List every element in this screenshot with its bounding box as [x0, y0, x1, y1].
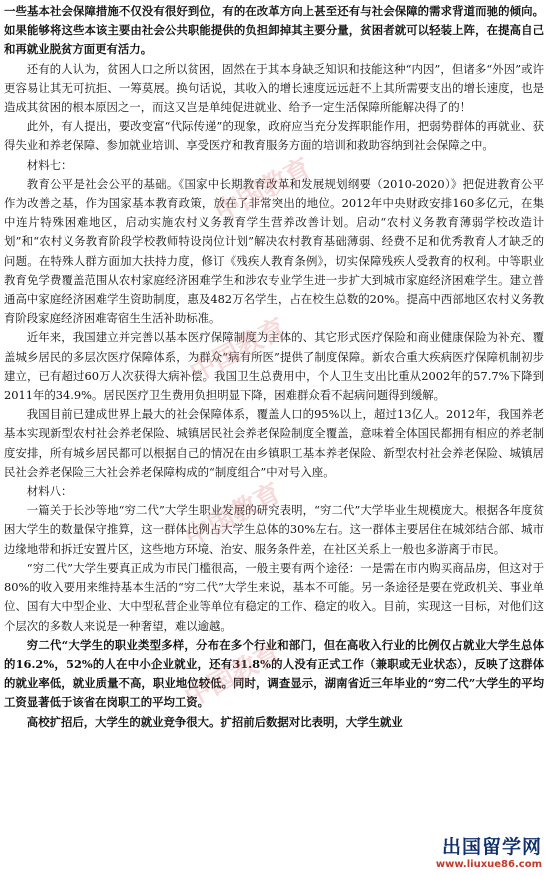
site-logo-url: www.liuxue86.com: [435, 859, 542, 870]
watermark: 中国教育: [180, 638, 287, 714]
watermark: 中国教育: [180, 478, 287, 554]
paragraph: 穷二代“大学生的职业类型多样，分布在多个行业和部门，但在高收入行业的比例仅占就业大学生总体的16.2%，52%的人在中小企业就业，还有31.8%的人没有正式工作（兼职或无业状态），反映了这群体的就业率低，就业质量不高，职业地位较低。同时，调查显示，湖南省近三年毕业的“穷二代”大学生的平均工资显著低于该省在岗职工的平均工资。: [4, 637, 544, 710]
paragraph: 还有的人认为，贫困人口之所以贫困，固然在于其本身缺乏知识和技能这种“内因”，但诸多“外因”或许更容易让其无可抗拒、一筹莫展。换句话说，其收入的增长速度远远赶不上其所需要支出的增长速度，也是造成其贫困的根本原因之一，而这又岂是单纯促进就业、给予一定生活保障所能解决得了的！: [4, 61, 544, 115]
paragraph: 教育公平是社会公平的基础。《国家中长期教育改革和发展规划纲要（2010-2020）》把促进教育公平作为改善之基，作为国家基本教育政策，放在了非常突出的地位。2012年中央财政安排160多亿元，在集中连片特殊困难地区，启动实施农村义务教育学生营养改善计划。启动“农村义务教育薄弱学校改造计划”和“农村义务教育阶段学校教师特设岗位计划”解决农村教育基础薄弱、经费不足和优秀教育人才缺乏的问题。在特殊人群方面加大扶持力度，修订《残疾人教育条例》，切实保障残疾人受教育的权利。中等职业教育免学费覆盖范围从农村家庭经济困难学生和涉农专业学生进一步扩大到城市家庭经济困难学生。建立普通高中家庭经济困难学生资助制度，惠及482万名学生，占在校生总数的20%。提高中西部地区农村义务教育阶段家庭经济困难寄宿生生活补助标准。: [4, 176, 544, 326]
paragraph: 一些基本社会保障措施不仅没有很好到位，有的在改革方向上甚至还有与社会保障的需求背道而驰的倾向。如果能够将这些本该主要由社会公共职能提供的负担卸掉其主要分量，贫困者就可以轻装上阵，在提高自己和再就业脱贫方面更有活力。: [4, 4, 544, 57]
paragraph: 我国目前已建成世界上最大的社会保障体系，覆盖人口的95%以上，超过13亿人。2012年，我国养老基本实现新型农村社会养老保险、城镇居民社会养老保险制度全覆盖，意味着全体国民都拥有相应的养老制度安排，所有城乡居民都可以根据自己的情况在由乡镇职工基本养老保险、新型农村社会养老保险、城镇居民社会养老保险三大社会养老保障构成的“制度组合”中对号入座。: [4, 407, 544, 479]
watermark: 中国教育: [185, 313, 292, 389]
site-logo-name: 出国留学网: [441, 836, 542, 858]
section-heading: 材料八：: [26, 484, 73, 499]
document-page: [4, 2, 544, 872]
paragraph: 近年来，我国建立并完善以基本医疗保障制度为主体的、其它形式医疗保险和商业健康保险为补充、覆盖城乡居民的多层次医疗保障体系，为群众“病有所医”提供了制度保障。新农合重大疾病医疗保障机制初步建立，已有超过60万人次获得大病补偿。我国卫生总费用中，个人卫生支出比重从2002年的57.7%下降到2011年的34.9%。居民医疗卫生费用负担明显下降，困难群众看不起病问题得到缓解。: [4, 330, 544, 403]
watermark: 中国教育: [210, 153, 317, 229]
paragraph: 高校扩招后，大学生的就业竞争很大。扩招前后数据对比表明，大学生就业: [26, 714, 403, 729]
paragraph: 此外，有人提出，要改变富“代际传递”的现象，政府应当充分发挥职能作用，把弱势群体的再就业、获得失业和养老保障、参加就业培训、享受医疗和教育服务方面的培训和救助容纳到社会保障之中。: [4, 119, 544, 153]
paragraph: 一篇关于长沙等地“穷二代”大学生职业发展的研究表明，“穷二代”大学毕业生规模庞大。根据各年度贫困大学生的数量保守推算，这一群体比例占大学生总体的30%左右。这一群体主要居住在城郊结合部、城市边缘地带和拆迁安置片区，这些地方环境、治安、服务条件差，在社区关系上一般也多游离于市民。: [4, 503, 544, 556]
section-heading: 材料七：: [26, 157, 73, 172]
paragraph: “穷二代”大学生要真正成为市民门槛很高，一般主要有两个途径：一是需在市内购买商品房，但这对于80%的收入要用来维持基本生活的“穷二代”大学生来说，基本不可能。另一条途径是要在党政机关、事业单位、国有大中型企业、大中型私营企业等单位有稳定的工作、稳定的收入。目前，实现这一目标，对他们这个层次的多数人来说是一种奢望，难以逾越。: [4, 560, 544, 633]
site-logo: [432, 831, 546, 871]
